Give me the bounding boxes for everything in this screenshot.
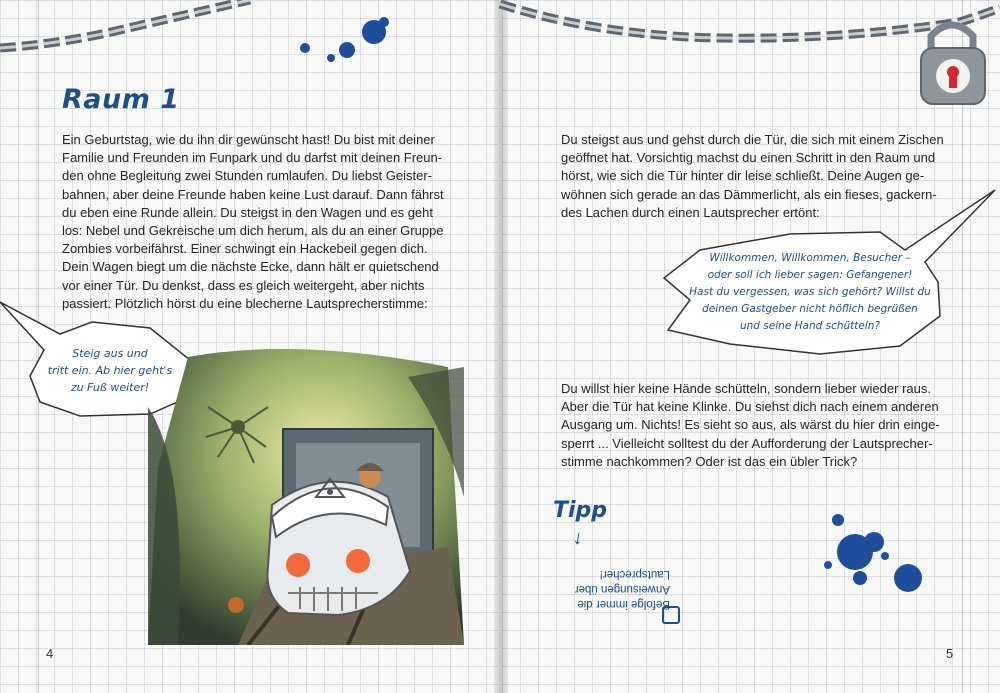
tipp-upside-down-text	[560, 566, 670, 611]
text-line: bahnen, aber deine Freunde haben keine Lust darauf. Dann fährst	[62, 186, 444, 202]
right-body-text-1	[561, 131, 944, 222]
page-number-left: 4	[46, 646, 54, 661]
arrow-down-icon: ↓	[571, 526, 585, 550]
ghost-train-illustration	[148, 347, 464, 645]
text-line: sperrt ... Vielleicht solltest du der Aufforderung der Lautsprecher-	[561, 435, 933, 451]
text-line: des Lachen durch einen Lautsprecher ertönt:	[561, 204, 820, 220]
text-line: hörst, wie sich die Tür hinter dir leise schließt. Deine Augen ge-	[561, 168, 925, 184]
text-line: vor einer Tür. Du denkst, dass es gleich weitergeht, aber nichts	[62, 277, 425, 293]
text-line: den ohne Begleitung zwei Stunden rumlaufen. Du liebst Geister-	[62, 168, 432, 184]
speech-line: zu Fuß weiter!	[70, 381, 150, 394]
speech-bubble-right-text	[680, 250, 940, 335]
speech-line: Hast du vergessen, was sich gehört? Willst du	[689, 286, 931, 298]
text-line: Familie und Freunden im Funpark und du darfst mit deinen Freun-	[62, 150, 443, 166]
text-line: Du willst hier keine Hände schütteln, sondern lieber wieder raus.	[561, 381, 931, 396]
speech-line: und seine Hand schütteln?	[740, 320, 880, 332]
tipp-heading: Tipp	[553, 498, 608, 523]
text-line: Ein Geburtstag, wie du ihn dir gewünscht hast! Du bist mit deiner	[62, 132, 435, 147]
text-line: los: Nebel und Gekreische um dich herum, als du an einer Gruppe	[62, 223, 444, 239]
ink-blot-icon	[300, 17, 389, 62]
speech-bubble-left-text	[40, 345, 180, 396]
tipp-line: Anweisungen über	[574, 583, 670, 595]
speech-line: tritt ein. Ab hier geht's	[47, 364, 173, 377]
text-line: Du steigst aus und gehst durch die Tür, die sich mit einem Zischen	[561, 132, 944, 147]
page-title: Raum 1	[62, 84, 180, 115]
speech-line: deinen Gastgeber nicht höflich begrüßen	[702, 303, 918, 315]
text-line: wöhnen sich gerade an das Dämmerlicht, als ein fieses, gackern-	[561, 186, 937, 202]
text-line: Ausgang um. Nichts! Es sieht so aus, als wärst du hier drin einge-	[561, 417, 940, 433]
left-body-text	[62, 131, 444, 313]
padlock-icon	[921, 25, 985, 104]
text-line: passiert. Plötzlich hörst du eine blecherne Lautsprecherstimme:	[62, 295, 428, 311]
text-line: stimme nachkommen? Oder ist das ein übler Trick?	[561, 453, 858, 469]
text-line: du eben eine Runde allein. Du steigst in den Wagen und es geht	[62, 204, 434, 220]
speech-line: Steig aus und	[72, 347, 148, 360]
speech-line: Willkommen, Willkommen, Besucher –	[709, 252, 911, 264]
right-body-text-2	[561, 380, 940, 471]
text-line: geöffnet hat. Vorsichtig machst du einen Schritt in den Raum und	[561, 150, 936, 166]
ink-blot-icon	[824, 514, 922, 592]
tipp-line: Befolge immer die	[577, 598, 670, 610]
chain-icon	[500, 4, 1000, 38]
text-line: Dein Wagen biegt um die nächste Ecke, dann hält er quietschend	[62, 259, 439, 275]
tipp-line: Lautsprecher!	[599, 568, 670, 580]
text-line: Aber die Tür hat keine Klinke. Du siehst dich nach einem anderen	[561, 399, 939, 415]
text-line: Zombies vorbeifährst. Einer schwingt ein Hackebeil gegen dich.	[62, 241, 428, 257]
chain-icon	[0, 0, 250, 48]
speech-line: oder soll ich lieber sagen: Gefangener!	[707, 269, 913, 281]
page-number-right: 5	[946, 646, 954, 661]
checkbox-icon[interactable]	[662, 606, 680, 624]
